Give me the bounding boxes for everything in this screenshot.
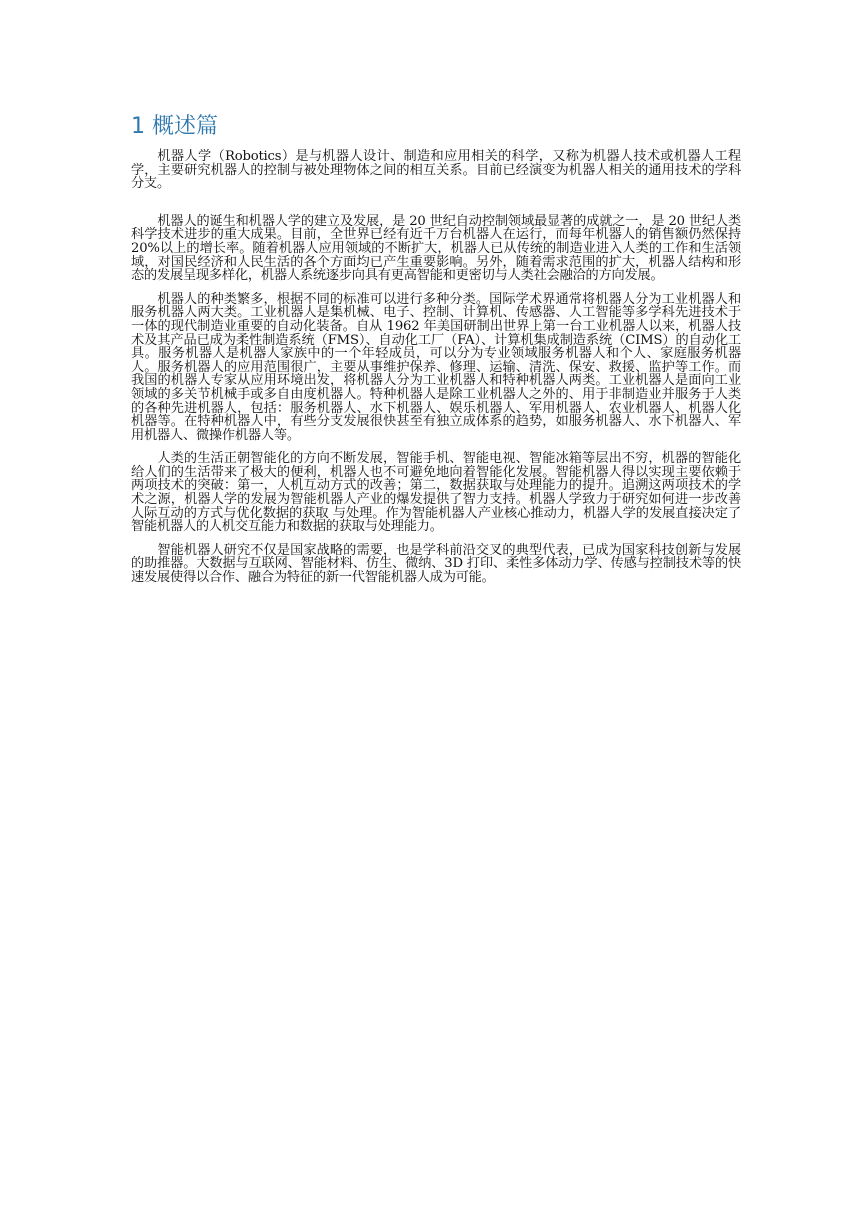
paragraph-intelligence: 人类的生活正朝智能化的方向不断发展，智能手机、智能电视、智能冰箱等层出不穷，机器的智能化给人们的生活带来了极大的便利，机器人也不可避免地向着智能化发展。智能机器人得以实现主要依赖于两项技术的突破：第一，人机互动方式的改善；第二，数据获取与处理能力的提升。追溯这两项技术的学术之源，机器人学的发展为智能机器人产业的爆发提供了智力支持。机器人学致力于研究如何进一步改善人际互动的方式与优化数据的获取 与处理。作为智能机器人产业核心推动力，机器人学的发展直接决定了智能机器人的人机交互能力和数据的获取与处理能力。 <box>131 451 741 535</box>
section-heading: 1 概述篇 <box>131 114 218 139</box>
paragraph-research: 智能机器人研究不仅是国家战略的需要，也是学科前沿交叉的典型代表，已成为国家科技创新与发展的助推器。大数据与互联网、智能材料、仿生、微纳、3D 打印、柔性多体动力学、传感与控制技术等的快速发展使得以合作、融合为特征的新一代智能机器人成为可能。 <box>131 542 741 586</box>
body-text <box>131 150 741 585</box>
paragraph-classification: 机器人的种类繁多，根据不同的标准可以进行多种分类。国际学术界通常将机器人分为工业机器人和服务机器人两大类。工业机器人是集机械、电子、控制、计算机、传感器、人工智能等多学科先进技术于一体的现代制造业重要的自动化装备。自从 1962 年美国研制出世界上第一台工业机器人以来，机器人技术及其产品已成为柔性制造系统（FMS）、自动化工厂（FA）、计算机集成制造系统（CIMS）的自动化工具。服务机器人是机器人家族中的一个年轻成员，可以分为专业领域服务机器人和个人、家庭服务机器人。服务机器人的应用范围很广，主要从事维护保养、修理、运输、清洗、保安、救援、监护等工作。而我国的机器人专家从应用环境出发，将机器人分为工业机器人和特种机器人两类。工业机器人是面向工业领域的多关节机械手或多自由度机器人。特种机器人是除工业机器人之外的、用于非制造业并服务于人类的各种先进机器人，包括：服务机器人、水下机器人、娱乐机器人、军用机器人、农业机器人、机器人化机器等。在特种机器人中，有些分支发展很快甚至有独立成体系的趋势，如服务机器人、水下机器人、军用机器人、微操作机器人等。 <box>131 291 741 443</box>
paragraph-development: 机器人的诞生和机器人学的建立及发展，是 20 世纪自动控制领域最显著的成就之一，是 20 世纪人类科学技术进步的重大成果。目前，全世界已经有近千万台机器人在运行，而每年机器人的销售额仍然保持 20%以上的增长率。随着机器人应用领域的不断扩大，机器人已从传统的制造业进入人类的工作和生活领域，对国民经济和人民生活的各个方面均已产生重要影响。另外，随着需求范围的扩大，机器人结构和形态的发展呈现多样化，机器人系统逐步向具有更高智能和更密切与人类社会融洽的方向发展。 <box>131 213 741 284</box>
paragraph-definition: 机器人学（Robotics）是与机器人设计、制造和应用相关的科学，又称为机器人技术或机器人工程学，主要研究机器人的控制与被处理物体之间的相互关系。目前已经演变为机器人相关的通用技术的学科分支。 <box>131 149 741 192</box>
